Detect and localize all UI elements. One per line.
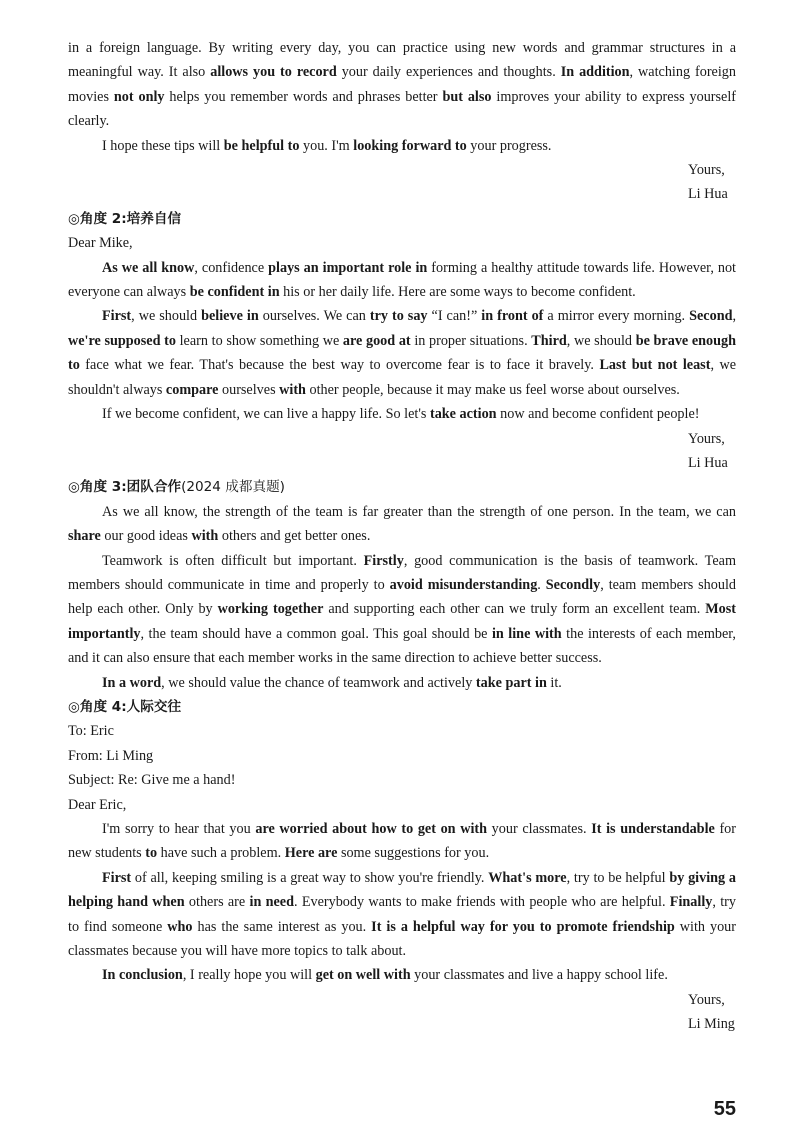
key-phrase: take part in — [475, 674, 547, 691]
key-phrase: be brave enough to — [68, 332, 737, 374]
key-phrase: Here are — [284, 845, 338, 862]
paragraph — [68, 671, 736, 695]
text-run: the interests of each member, and it can also ensure that each member works in the same direction to achieve better success. — [68, 625, 736, 667]
key-phrase: First — [102, 308, 132, 325]
key-phrase: plays an important role in — [268, 259, 428, 276]
key-phrase: we're supposed to — [68, 332, 176, 349]
text-run: other people, because it may make us feel worse about ourselves. — [305, 381, 680, 398]
text-run: , good communication is the basis of teamwork. Team members should communicate in time and properly to — [68, 552, 736, 593]
key-phrase: but also — [442, 88, 492, 105]
key-phrase: in line with — [491, 625, 562, 642]
text-run: face what we fear. That's because the best way to overcome fear is to face it bravely. — [79, 357, 600, 374]
section-heading: ◎角度 4:人际交往 — [68, 698, 182, 715]
page-content — [68, 36, 736, 1037]
text-run: , try to find someone — [68, 894, 736, 935]
key-phrase: Secondly — [545, 576, 601, 593]
text-run: of all, keeping smiling is a great way to show you're friendly. — [131, 869, 489, 886]
key-phrase: to — [145, 845, 158, 862]
text-run: and supporting each other can we truly form an excellent team. — [323, 601, 706, 618]
heading-source: (2024 成都真题) — [181, 479, 285, 496]
key-phrase: allows you to record — [210, 64, 337, 81]
page-number: 55 — [713, 1098, 736, 1120]
text-run: If we become confident, we can live a happy life. So let's — [102, 406, 430, 423]
key-phrase: Firstly — [363, 552, 404, 569]
key-phrase: are good at — [342, 332, 411, 349]
key-phrase: It is a helpful way for you to promote friendship — [371, 918, 675, 935]
key-phrase: looking forward to — [353, 137, 467, 154]
closing: Yours, — [688, 430, 725, 447]
closing-block — [68, 158, 736, 207]
signature: Li Hua — [688, 454, 728, 471]
key-phrase: in front of — [481, 308, 544, 325]
paragraph — [68, 304, 736, 402]
text-run: , we should — [566, 332, 636, 349]
text-run: ourselves — [218, 381, 280, 398]
key-phrase: with — [191, 528, 219, 545]
heading-text: ◎角度 3:团队合作 — [68, 479, 182, 496]
text-run: some suggestions for you. — [337, 845, 490, 862]
text-run: , try to be helpful — [566, 869, 670, 886]
key-phrase: Finally — [669, 894, 713, 911]
text-run: “I can!” — [427, 308, 482, 325]
closing: Yours, — [688, 162, 725, 179]
paragraph — [68, 256, 736, 305]
key-phrase: As we all know — [102, 259, 195, 276]
email-from: From: Li Ming — [68, 747, 154, 764]
greeting: Dear Eric, — [68, 796, 127, 813]
key-phrase: Third — [531, 332, 567, 349]
email-to: To: Eric — [68, 723, 114, 740]
text-run: improves your ability to express yourself clearly. — [68, 88, 737, 130]
key-phrase: avoid misunderstanding — [389, 576, 538, 593]
key-phrase: Most importantly — [68, 601, 736, 642]
section-heading — [68, 475, 736, 499]
key-phrase: with — [279, 381, 306, 398]
key-phrase: It is understandable — [591, 821, 715, 837]
signature: Li Ming — [688, 1016, 735, 1033]
key-phrase: are worried about how to get on with — [255, 821, 488, 837]
paragraph — [68, 402, 736, 426]
text-run: , watching foreign movies — [68, 64, 736, 105]
key-phrase: in need — [249, 894, 294, 911]
text-run: , team members should help each other. Only by — [68, 576, 736, 618]
closing: Yours, — [688, 991, 725, 1008]
text-run: forming a healthy attitude towards life. However, not everyone can always — [68, 259, 736, 301]
text-run: others and get better ones. — [218, 528, 371, 545]
key-phrase: get on well with — [315, 967, 411, 984]
text-run: your classmates and live a happy school life. — [410, 967, 668, 984]
text-run: for new students — [68, 821, 737, 862]
key-phrase: believe in — [201, 308, 259, 325]
text-run: now and become confident people! — [496, 406, 700, 423]
paragraph — [68, 36, 736, 134]
closing-block — [68, 427, 736, 476]
key-phrase: by giving a helping hand when — [68, 869, 737, 911]
key-phrase: In addition — [560, 64, 630, 81]
text-run: a mirror every morning. — [543, 308, 690, 325]
text-run: , confidence — [194, 259, 269, 276]
key-phrase: be confident in — [189, 284, 280, 301]
key-phrase: In conclusion — [102, 967, 183, 984]
text-run: , — [732, 308, 737, 325]
key-phrase: In a word — [102, 674, 162, 691]
greeting: Dear Mike, — [68, 235, 133, 252]
key-phrase: try to say — [369, 308, 428, 325]
paragraph — [68, 549, 736, 671]
text-run: his or her daily life. Here are some ways to become confident. — [279, 284, 636, 301]
text-run: with your classmates because you will have more topics to talk about. — [68, 918, 737, 960]
text-run: As we all know, the strength of the team is far greater than the strength of one person. In the team, we can — [102, 503, 736, 520]
paragraph — [68, 500, 736, 549]
signature: Li Hua — [688, 186, 728, 203]
text-run: . Everybody wants to make friends with people who are helpful. — [294, 894, 670, 911]
key-phrase: be helpful to — [223, 137, 300, 154]
text-run: your progress. — [466, 137, 552, 154]
text-run: your classmates. — [487, 821, 592, 837]
key-phrase: who — [167, 918, 193, 935]
text-run: . — [537, 576, 546, 593]
key-phrase: not only — [113, 88, 165, 105]
text-run: our good ideas — [100, 528, 192, 545]
section-heading: ◎角度 2:培养自信 — [68, 210, 182, 227]
text-run: has the same interest as you. — [192, 918, 372, 935]
text-run: ourselves. We can — [258, 308, 370, 325]
paragraph — [68, 963, 736, 987]
text-run: learn to show something we — [175, 332, 343, 349]
text-run: your daily experiences and thoughts. — [336, 64, 561, 81]
text-run: have such a problem. — [157, 845, 285, 862]
text-run: it. — [546, 674, 562, 691]
text-run: you. I'm — [299, 137, 354, 154]
text-run: I'm sorry to hear that you — [102, 821, 256, 837]
text-run: Teamwork is often difficult but important. — [102, 552, 364, 569]
paragraph — [68, 866, 736, 964]
text-run: in a foreign language. By writing every day, you can practice using new words and grammar structures in a meaningful way. It also — [68, 40, 736, 81]
key-phrase: First — [102, 869, 132, 886]
text-run: , I really hope you will — [182, 967, 316, 984]
key-phrase: What's more — [488, 869, 567, 886]
text-run: , we shouldn't always — [68, 357, 736, 398]
key-phrase: compare — [165, 381, 219, 398]
key-phrase: share — [68, 528, 101, 545]
text-run: others are — [184, 894, 250, 911]
email-subject: Subject: Re: Give me a hand! — [68, 772, 236, 789]
text-run: , we should — [131, 308, 202, 325]
key-phrase: take action — [429, 406, 497, 423]
text-run: I hope these tips will — [102, 137, 224, 154]
key-phrase: working together — [217, 601, 324, 618]
key-phrase: Second — [689, 308, 733, 325]
text-run: helps you remember words and phrases better — [164, 88, 443, 105]
key-phrase: Last but not least — [599, 357, 711, 374]
text-run: , we should value the chance of teamwork and actively — [161, 674, 476, 691]
paragraph — [68, 817, 736, 866]
text-run: in proper situations. — [410, 332, 532, 349]
closing-block — [68, 988, 736, 1037]
paragraph — [68, 134, 736, 158]
text-run: , the team should have a common goal. This goal should be — [140, 625, 492, 642]
